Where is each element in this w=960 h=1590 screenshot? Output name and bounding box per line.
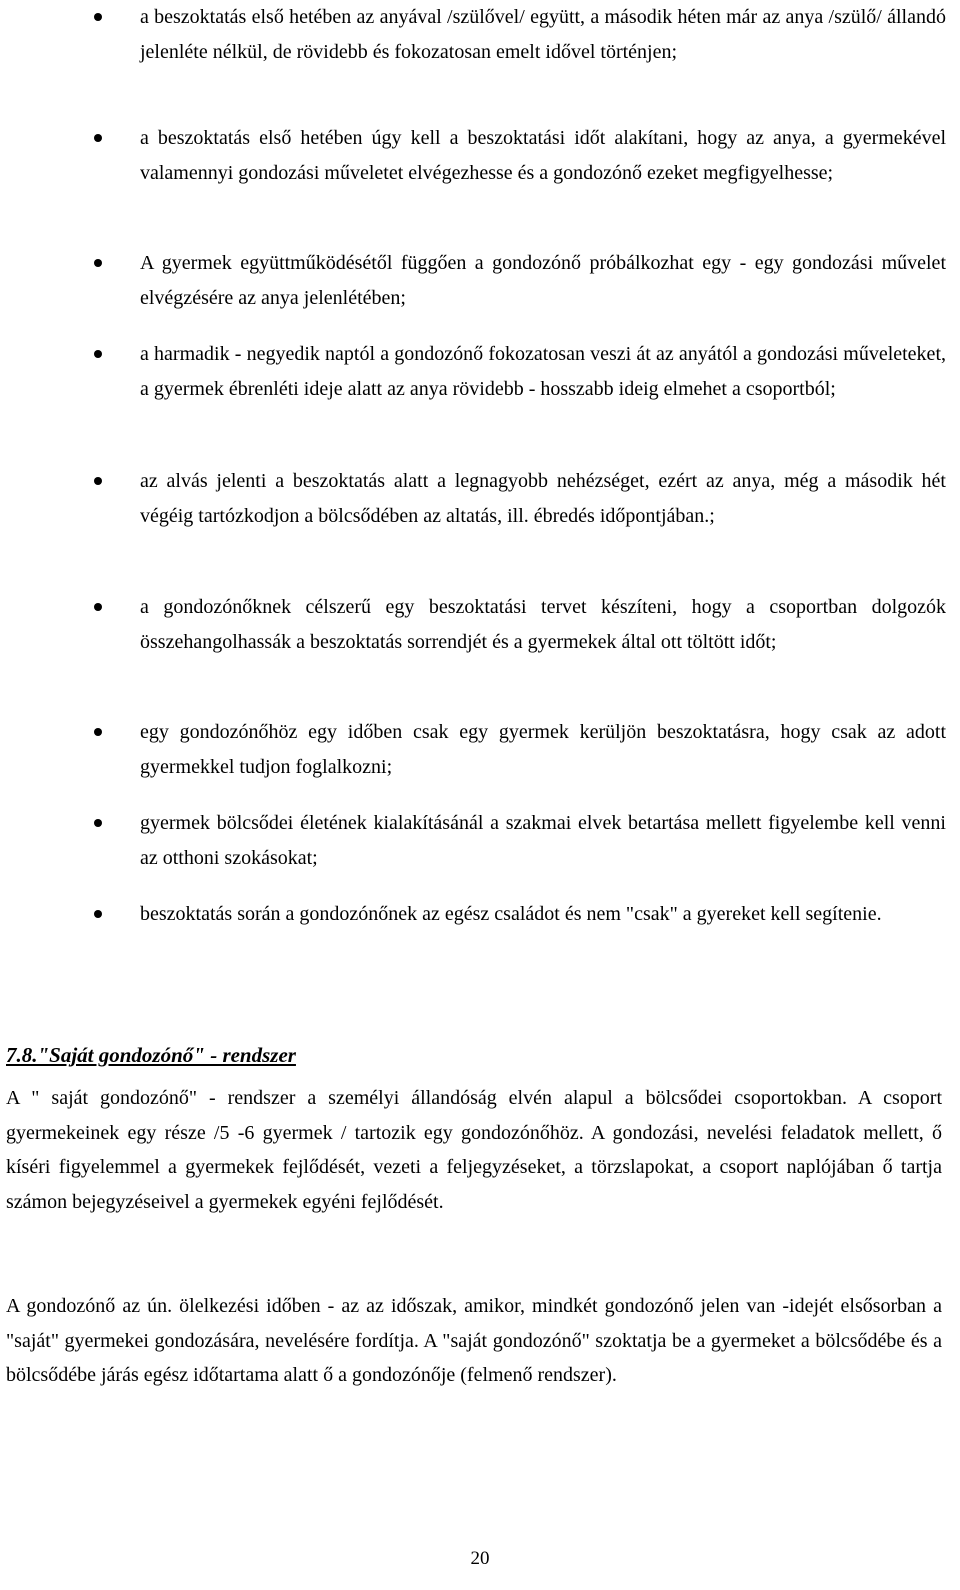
bullet-dot-icon xyxy=(94,728,102,736)
bullet-dot-icon xyxy=(94,134,102,142)
list-item-text: a harmadik - negyedik naptól a gondozónő fokozatosan veszi át az anyától a gondozási műveleteket, a gyermek ébrenléti ideje alatt az anya rövidebb - hosszabb ideig elmehet a csoportból; xyxy=(140,343,946,400)
list-item-text: az alvás jelenti a beszoktatás alatt a legnagyobb nehézséget, ezért az anya, még a második hét végéig tartózkodjon a bölcsődében az altatás, ill. ébredés időpontjában.; xyxy=(140,470,946,527)
bullet-dot-icon xyxy=(94,477,102,485)
bullet-dot-icon xyxy=(94,603,102,611)
list-item-text: beszoktatás során a gondozónőnek az egész családot és nem "csak" a gyereket kell segítenie. xyxy=(140,903,882,925)
list-item-text: a gondozónőknek célszerű egy beszoktatási tervet készíteni, hogy a csoportban dolgozók összehangolhassák a beszoktatás sorrendjét és a gyermekek által ott töltött időt; xyxy=(140,596,946,653)
bullet-dot-icon xyxy=(94,910,102,918)
bullet-dot-icon xyxy=(94,259,102,267)
section-heading: 7.8."Saját gondozónő" - rendszer xyxy=(6,1043,296,1067)
bullet-dot-icon xyxy=(94,13,102,21)
list-item-text: a beszoktatás első hetében az anyával /szülővel/ együtt, a második héten már az anya /szülő/ állandó jelenléte nélkül, de rövidebb és fokozatosan emelt idővel történjen; xyxy=(140,6,946,63)
page-number: 20 xyxy=(470,1548,490,1569)
list-item-text: egy gondozónőhöz egy időben csak egy gyermek kerüljön beszoktatásra, hogy csak az adott gyermekkel tudjon foglalkozni; xyxy=(140,721,946,778)
section-paragraph: A " saját gondozónő" - rendszer a személyi állandóság elvén alapul a bölcsődei csoportokban. A csoport gyermekeinek egy része /5 -6 gyermek / tartozik egy gondozónőhöz. A gondozási, nevelési feladatok mellett, ő kíséri figyelemmel a gyermekek fejlődését, vezeti a feljegyzéseket, a törzslapokat, a csoport naplójában ő tartja számon bejegyzéseivel a gyermekek egyéni fejlődését. xyxy=(6,1087,942,1213)
bullet-dot-icon xyxy=(94,350,102,358)
bullet-dot-icon xyxy=(94,819,102,827)
list-item-text: a beszoktatás első hetében úgy kell a beszoktatási időt alakítani, hogy az anya, a gyermekével valamennyi gondozási műveletet elvégezhesse és a gondozónő ezeket megfigyelhesse; xyxy=(140,127,946,184)
section-paragraph: A gondozónő az ún. ölelkezési időben - az az időszak, amikor, mindkét gondozónő jelen van -idejét elsősorban a "saját" gyermekei gondozására, nevelésére fordítja. A "saját gondozónő" szoktatja be a gyermeket a bölcsődébe és a bölcsődébe járás egész időtartama alatt ő a gondozónője (felmenő rendszer). xyxy=(6,1295,942,1386)
list-item-text: gyermek bölcsődei életének kialakításánál a szakmai elvek betartása mellett figyelembe kell venni az otthoni szokásokat; xyxy=(140,812,946,869)
list-item-text: A gyermek együttműködésétől függően a gondozónő próbálkozhat egy - egy gondozási művelet elvégzésére az anya jelenlétében; xyxy=(140,252,946,309)
